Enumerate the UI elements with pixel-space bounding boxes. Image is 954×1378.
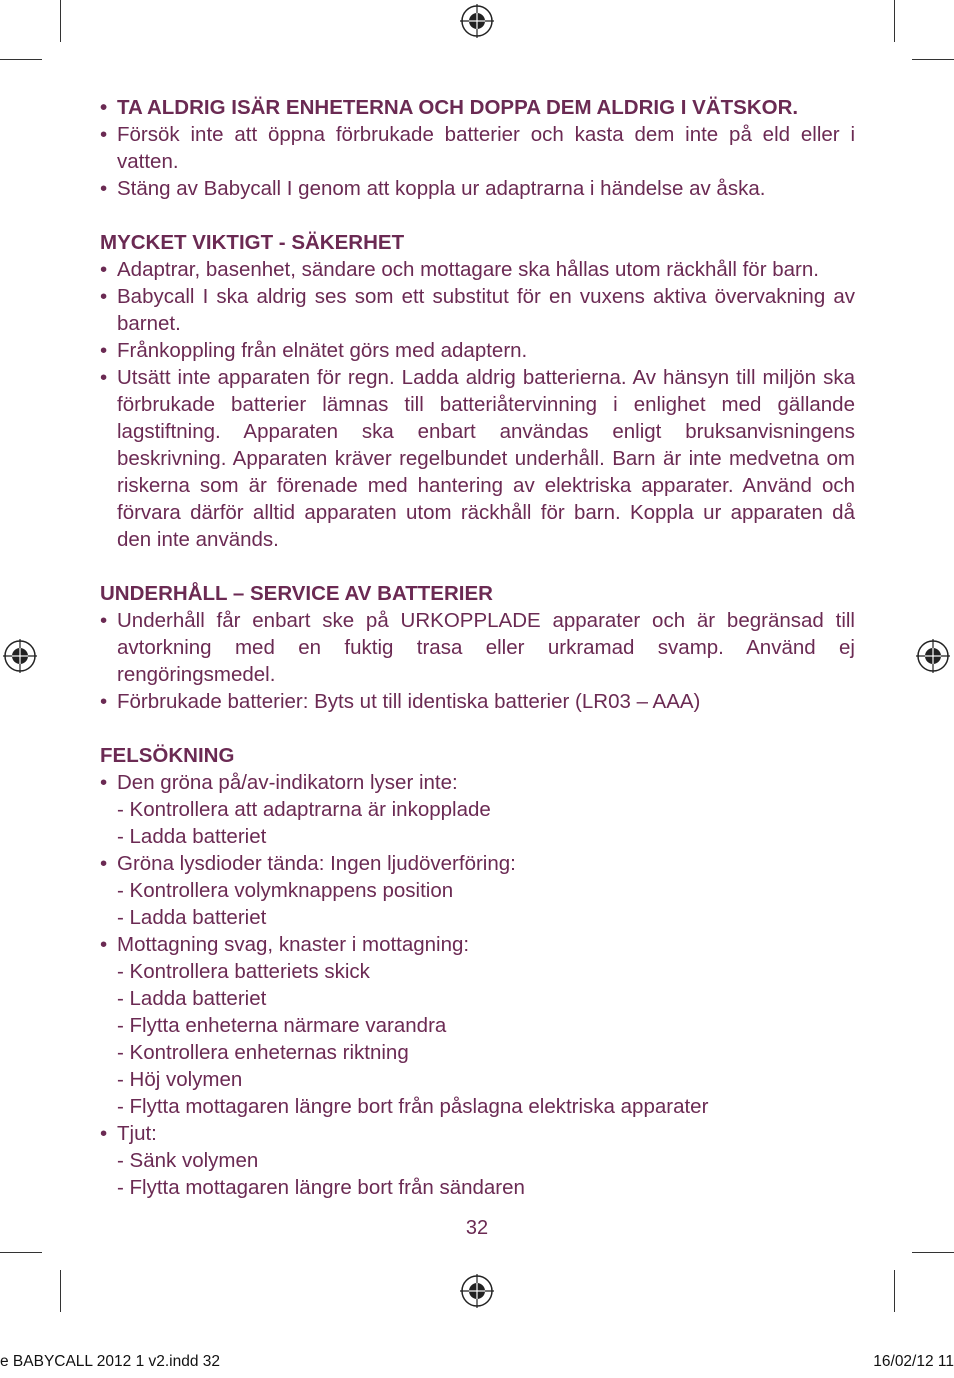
bullet-dot: •: [100, 366, 108, 389]
problem-text: Mottagning svag, knaster i mottagning:: [117, 933, 470, 956]
problem-item: [100, 850, 855, 877]
problem-item: [100, 931, 855, 958]
bullet-dot: •: [100, 285, 108, 308]
section-title-maintenance: UNDERHÅLL – SERVICE AV BATTERIER: [100, 582, 493, 605]
problem-text: Tjut:: [117, 1122, 157, 1145]
warning-text: Försök inte att öppna förbrukade batterier och kasta dem inte på eld eller i vatten.: [117, 123, 855, 173]
slug-left: e BABYCALL 2012 1 v2.indd 32: [0, 1353, 221, 1370]
registration-mark-icon: [460, 1274, 494, 1308]
safety-bullet: [100, 256, 855, 283]
problem-item: [100, 769, 855, 796]
safety-bullet: [100, 337, 855, 364]
safety-text: Babycall I ska aldrig ses som ett substitut för en vuxens aktiva övervakning av barnet.: [117, 285, 855, 335]
safety-bullet: [100, 364, 855, 553]
solution-item: - Kontrollera volymknappens position: [117, 879, 454, 902]
crop-mark: [60, 1270, 61, 1312]
warning-bullet: [100, 94, 855, 121]
bullet-dot: •: [100, 96, 108, 119]
solution-item: - Kontrollera batteriets skick: [117, 960, 370, 983]
slug-right: 16/02/12 11: [873, 1353, 954, 1370]
maintenance-bullet: [100, 607, 855, 688]
crop-mark: [0, 59, 42, 60]
bullet-dot: •: [100, 123, 108, 146]
safety-text: Utsätt inte apparaten för regn. Ladda aldrig batterierna. Av hänsyn till miljön ska förbrukade batterier lämnas till batteriåtervinning i enlighet med gällande lagstiftning. Apparaten ska enbart användas enligt bruksanvisningens beskrivning. Apparaten kräver regelbundet underhåll. Barn är inte medvetna om riskerna som är förenade med hantering av elektriska apparater. Använd och förvara därför alltid apparaten utom räckhåll för barn. Koppla ur apparaten då den inte används.: [117, 366, 855, 551]
warning-text: Stäng av Babycall I genom att koppla ur adaptrarna i händelse av åska.: [117, 177, 766, 200]
maintenance-text: Förbrukade batterier: Byts ut till identiska batterier (LR03 – AAA): [117, 690, 701, 713]
page-number: 32: [465, 1217, 489, 1239]
problem-text: Den gröna på/av-indikatorn lyser inte:: [117, 771, 458, 794]
solution-item: - Flytta mottagaren längre bort från påslagna elektriska apparater: [117, 1095, 709, 1118]
crop-mark: [0, 1252, 42, 1253]
bullet-dot: •: [100, 609, 108, 632]
crop-mark: [60, 0, 61, 42]
section-title-troubleshooting: FELSÖKNING: [100, 744, 235, 767]
crop-mark: [894, 1270, 895, 1312]
warning-bullet: [100, 175, 855, 202]
solution-item: - Ladda batteriet: [117, 825, 267, 848]
solution-item: - Ladda batteriet: [117, 906, 267, 929]
maintenance-bullet: [100, 688, 855, 715]
bullet-dot: •: [100, 339, 108, 362]
solution-item: - Höj volymen: [117, 1068, 243, 1091]
registration-mark-icon: [460, 4, 494, 38]
problem-text: Gröna lysdioder tända: Ingen ljudöverföring:: [117, 852, 516, 875]
section-title-safety: MYCKET VIKTIGT - SÄKERHET: [100, 231, 405, 254]
registration-mark-icon: [3, 639, 37, 673]
problem-item: [100, 1120, 855, 1147]
solution-item: - Sänk volymen: [117, 1149, 259, 1172]
crop-mark: [894, 0, 895, 42]
bullet-dot: •: [100, 933, 108, 956]
bullet-dot: •: [100, 177, 108, 200]
safety-text: Adaptrar, basenhet, sändare och mottagare ska hållas utom räckhåll för barn.: [117, 258, 819, 281]
solution-item: - Kontrollera att adaptrarna är inkopplade: [117, 798, 491, 821]
bullet-dot: •: [100, 852, 108, 875]
solution-item: - Ladda batteriet: [117, 987, 267, 1010]
page-content: [100, 94, 855, 1201]
solution-item: - Flytta enheterna närmare varandra: [117, 1014, 447, 1037]
bullet-dot: •: [100, 258, 108, 281]
bullet-dot: •: [100, 1122, 108, 1145]
registration-mark-icon: [916, 639, 950, 673]
maintenance-text: Underhåll får enbart ske på URKOPPLADE apparater och är begränsad till avtorkning med en fuktig trasa eller urkramad svamp. Använd ej rengöringsmedel.: [117, 609, 855, 686]
crop-mark: [912, 1252, 954, 1253]
safety-bullet: [100, 283, 855, 337]
warning-bullet: [100, 121, 855, 175]
warning-text: TA ALDRIG ISÄR ENHETERNA OCH DOPPA DEM ALDRIG I VÄTSKOR.: [117, 96, 799, 119]
solution-item: - Kontrollera enheternas riktning: [117, 1041, 409, 1064]
solution-item: - Flytta mottagaren längre bort från sändaren: [117, 1176, 525, 1199]
safety-text: Frånkoppling från elnätet görs med adaptern.: [117, 339, 528, 362]
crop-mark: [912, 59, 954, 60]
bullet-dot: •: [100, 771, 108, 794]
bullet-dot: •: [100, 690, 108, 713]
